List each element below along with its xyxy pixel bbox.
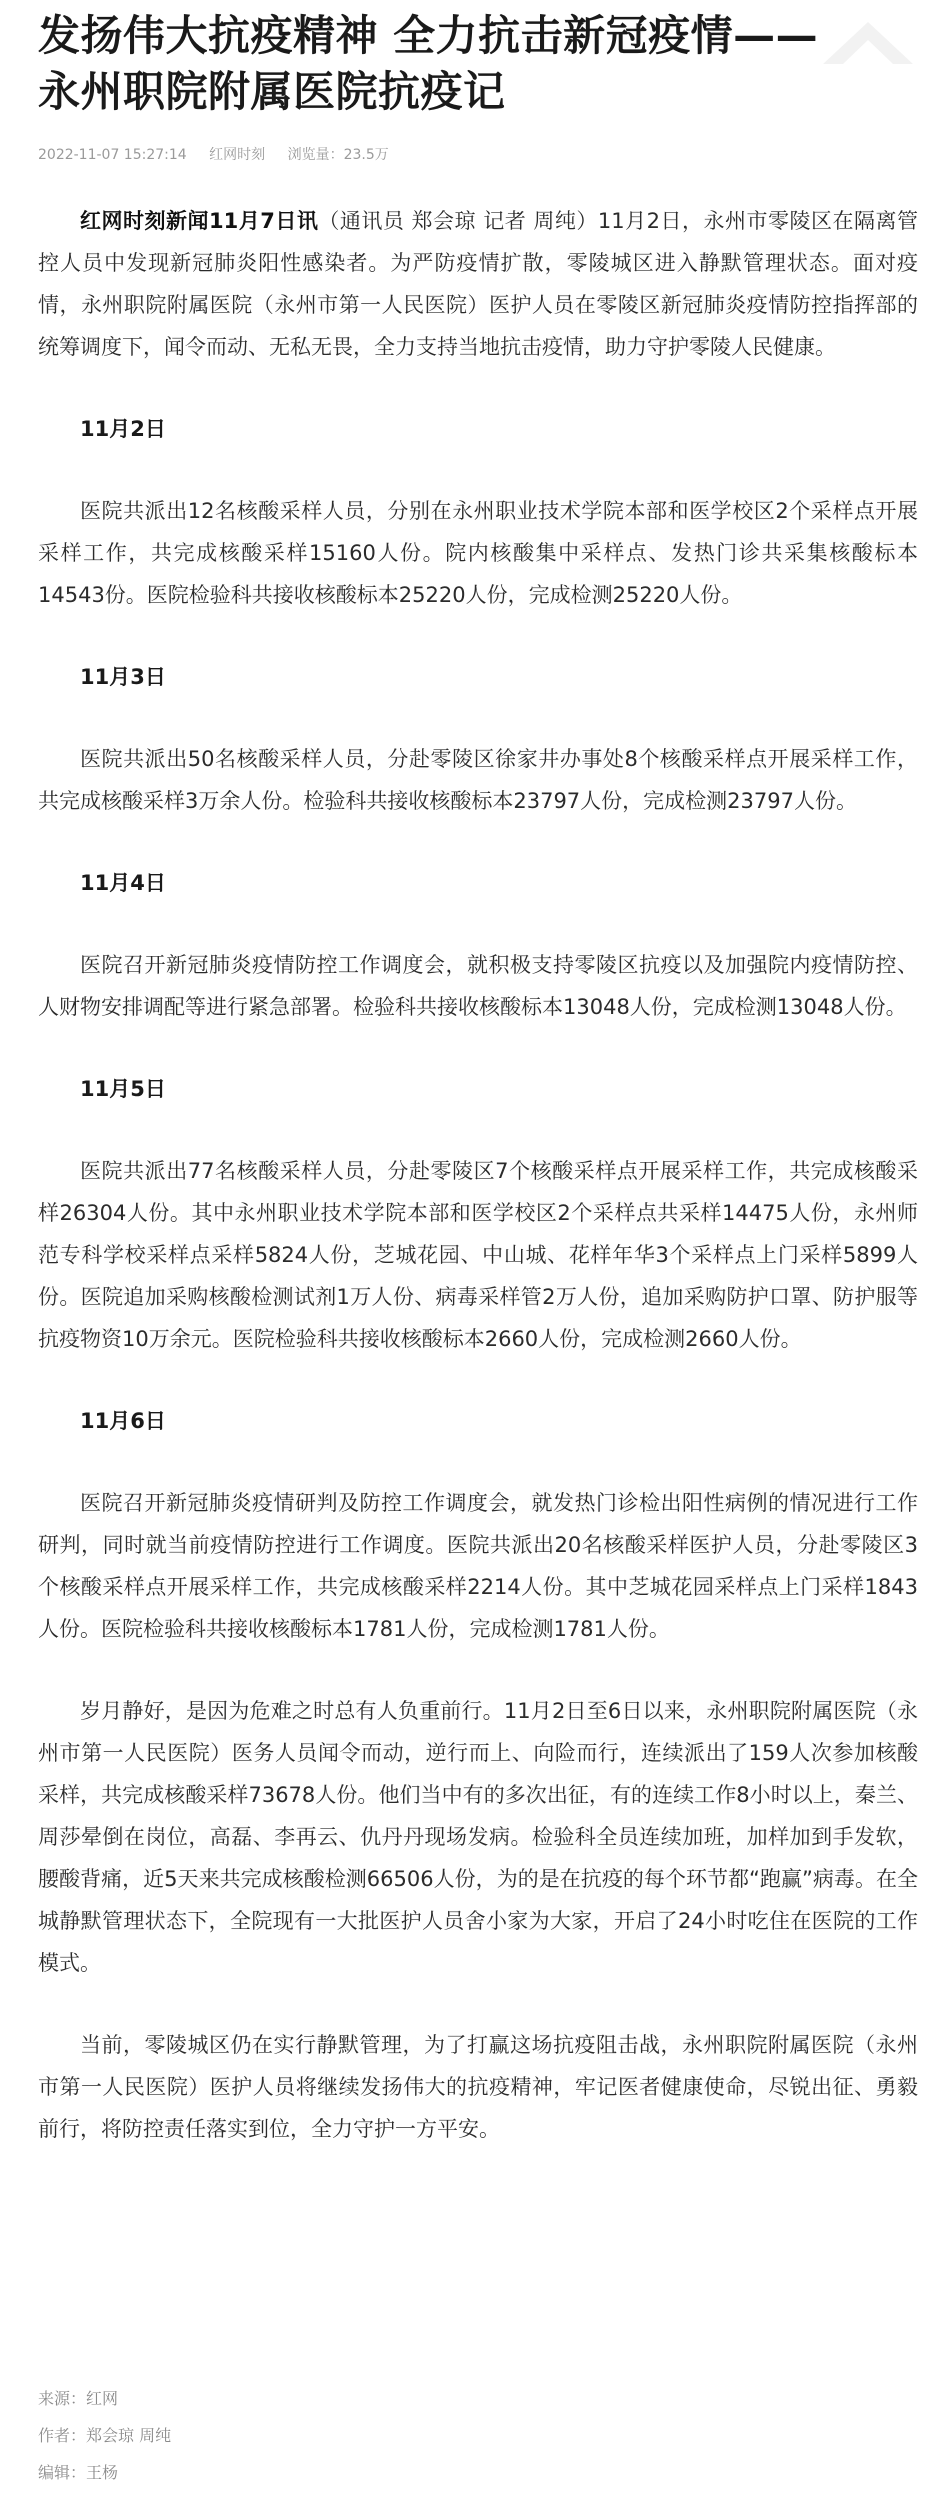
title-line-2: 永州职院附属医院抗疫记 [38, 67, 506, 116]
section-paragraph: 医院共派出12名核酸采样人员，分别在永州职业技术学院本部和医学校区2个采样点开展采样工作，共完成核酸采样15160人份。院内核酸集中采样点、发热门诊共采集核酸标本14543份。医院检验科共接收核酸标本25220人份，完成检测25220人份。 [38, 499, 918, 607]
section-paragraph: 医院共派出77名核酸采样人员，分赴零陵区7个核酸采样点开展采样工作，共完成核酸采样26304人份。其中永州职业技术学院本部和医学校区2个采样点共采样14475人份，永州师范专科学校采样点采样5824人份，芝城花园、中山城、花样年华3个采样点上门采样5899人份。医院追加采购核酸检测试剂1万人份、病毒采样管2万人份，追加采购防护口罩、防护服等抗疫物资10万余元。医院检验科共接收核酸标本2660人份，完成检测2660人份。 [38, 1159, 918, 1351]
footer-editor: 编辑：王杨 [38, 2463, 119, 2482]
footer-author: 作者：郑会琼 周纯 [38, 2426, 172, 2445]
article-meta [38, 144, 918, 166]
article-body [38, 200, 918, 2150]
section-date: 11月3日 [80, 665, 166, 689]
source-name[interactable]: 红网时刻 [209, 147, 266, 163]
section-date: 11月4日 [80, 871, 166, 895]
view-count: 浏览量：23.5万 [287, 147, 389, 163]
footer-source: 来源：红网 [38, 2389, 119, 2408]
closing-paragraph: 岁月静好，是因为危难之时总有人负重前行。11月2日至6日以来，永州职院附属医院（永州市第一人民医院）医务人员闻令而动，逆行而上、向险而行，连续派出了159人次参加核酸采样，共完成核酸采样73678人份。他们当中有的多次出征，有的连续工作8小时以上，秦兰、周莎晕倒在岗位，高磊、李再云、仇丹丹现场发病。检验科全员连续加班，加样加到手发软，腰酸背痛，近5天来共完成核酸检测66506人份，为的是在抗疫的每个环节都“跑赢”病毒。在全城静默管理状态下，全院现有一大批医护人员舍小家为大家，开启了24小时吃住在医院的工作模式。 [38, 1699, 918, 1975]
lead-dateline: 红网时刻新闻11月7日讯 [80, 209, 319, 233]
lead-paragraph [38, 200, 918, 368]
closing-paragraph: 当前，零陵城区仍在实行静默管理，为了打赢这场抗疫阻击战，永州职院附属医院（永州市第一人民医院）医护人员将继续发扬伟大的抗疫精神，牢记医者健康使命，尽锐出征、勇毅前行，将防控责任落实到位，全力守护一方平安。 [38, 2033, 918, 2141]
section-paragraph: 医院召开新冠肺炎疫情防控工作调度会，就积极支持零陵区抗疫以及加强院内疫情防控、人财物安排调配等进行紧急部署。检验科共接收核酸标本13048人份，完成检测13048人份。 [38, 953, 918, 1019]
article-footer [38, 2380, 171, 2491]
section-paragraph: 医院召开新冠肺炎疫情研判及防控工作调度会，就发热门诊检出阳性病例的情况进行工作研判，同时就当前疫情防控进行工作调度。医院共派出20名核酸采样医护人员，分赴零陵区3个核酸采样点开展采样工作，共完成核酸采样2214人份。其中芝城花园采样点上门采样1843人份。医院检验科共接收核酸标本1781人份，完成检测1781人份。 [38, 1491, 918, 1641]
article [38, 0, 918, 2190]
section-paragraph: 医院共派出50名核酸采样人员，分赴零陵区徐家井办事处8个核酸采样点开展采样工作，共完成核酸采样3万余人份。检验科共接收核酸标本23797人份，完成检测23797人份。 [38, 747, 918, 813]
lead-text: （通讯员 郑会琼 记者 周纯）11月2日，永州市零陵区在隔离管控人员中发现新冠肺炎阳性感染者。为严防疫情扩散，零陵城区进入静默管理状态。面对疫情，永州职院附属医院（永州市第一人民医院）医护人员在零陵区新冠肺炎疫情防控指挥部的统筹调度下，闻令而动、无私无畏，全力支持当地抗击疫情，助力守护零陵人民健康。 [38, 209, 918, 359]
section-date: 11月2日 [80, 417, 166, 441]
section-date: 11月6日 [80, 1409, 166, 1433]
title-line-1: 发扬伟大抗疫精神 全力抗击新冠疫情—— [38, 11, 819, 60]
publish-datetime: 2022-11-07 15:27:14 [38, 147, 187, 163]
article-title [38, 0, 918, 120]
section-date: 11月5日 [80, 1077, 166, 1101]
